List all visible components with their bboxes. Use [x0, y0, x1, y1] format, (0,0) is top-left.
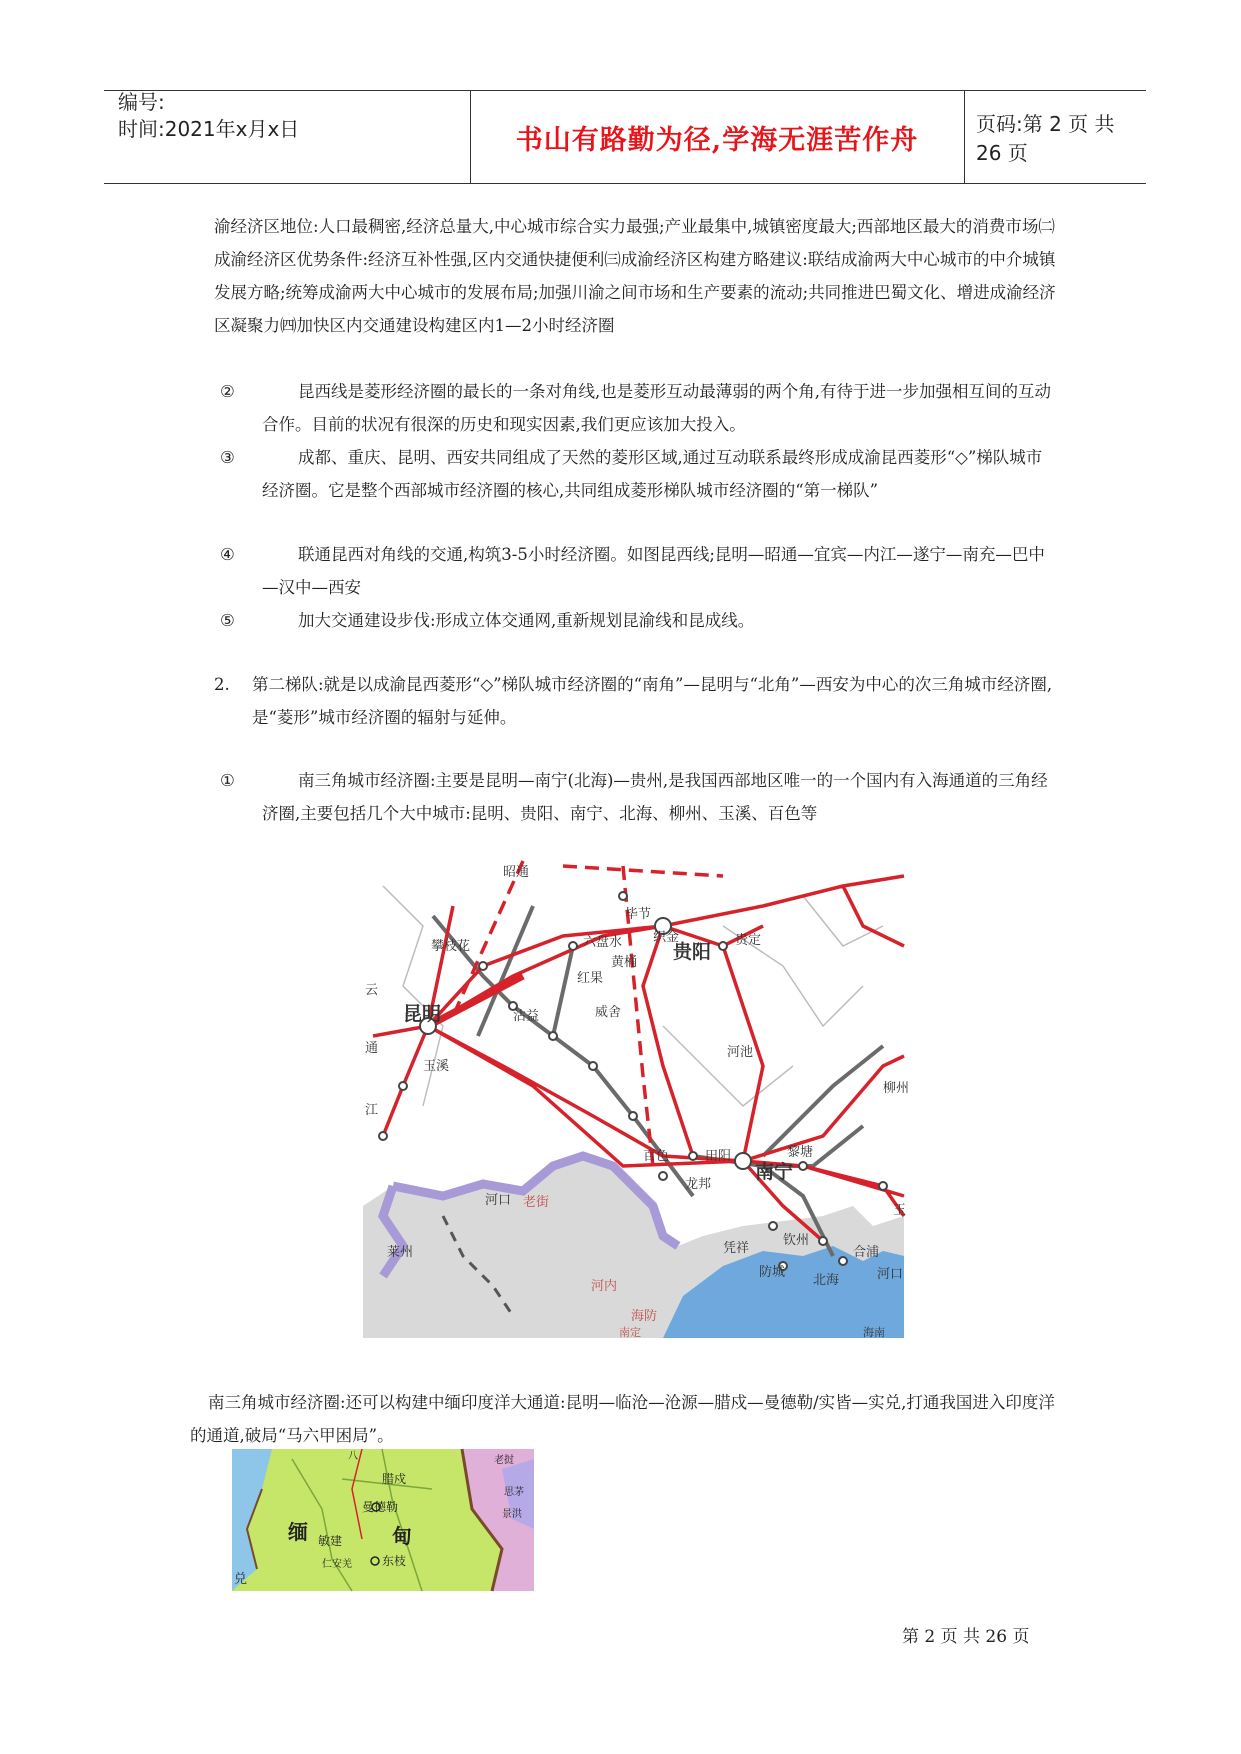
map-label: 百色: [643, 1149, 670, 1164]
page-header: [104, 90, 1146, 184]
map-label: 河池: [727, 1045, 754, 1060]
map-label: 敏建: [318, 1534, 343, 1548]
header-left-cell: [118, 91, 471, 183]
map-label: 防城: [759, 1265, 786, 1280]
map-label: 昭通: [503, 865, 530, 880]
map-label: 六盘水: [583, 935, 623, 950]
map-label: 南定: [619, 1326, 641, 1339]
map-label: 北海: [813, 1273, 840, 1288]
list-item: [220, 604, 1055, 637]
section-2: [214, 668, 1056, 734]
list-marker: ①: [220, 771, 235, 790]
myanmar-map: [232, 1449, 534, 1591]
map-label: 老街: [523, 1195, 550, 1210]
map-label: 腊戍: [382, 1472, 407, 1486]
map-label: 威舍: [595, 1005, 622, 1020]
list-marker: ③: [220, 448, 235, 467]
list-item: [220, 441, 1055, 507]
map-label-country: 缅: [288, 1520, 308, 1544]
south-triangle-map: [363, 865, 910, 1339]
list-item: [220, 375, 1055, 441]
map-label: 曼德勒: [362, 1500, 399, 1514]
list-item: [220, 764, 1055, 830]
map-label: 钦州: [783, 1233, 810, 1248]
section-marker: 2.: [214, 675, 230, 694]
map-label: 河内: [591, 1279, 618, 1294]
map-label: 河口: [877, 1267, 904, 1282]
map-label: 龙邦: [685, 1177, 712, 1192]
list-item-text: 联通昆西对角线的交通,构筑3-5小时经济圈。如图昆西线;昆明—昭通—宜宾—内江—遂宁—南充—巴中—汉中—西安: [262, 545, 1045, 597]
serial-label: 编号:: [118, 90, 165, 114]
map-label: 凭祥: [723, 1241, 750, 1256]
map-label: 老挝: [494, 1455, 514, 1466]
map-label: 海防: [631, 1309, 658, 1324]
map-label: 玉溪: [423, 1059, 450, 1074]
map-label: 田阳: [705, 1149, 732, 1164]
map-label-major: 贵阳: [673, 941, 712, 963]
list-marker: ②: [220, 382, 235, 401]
list-item: [220, 538, 1055, 604]
map-label: 景洪: [502, 1509, 522, 1520]
motto-text: 书山有路勤为径,学海无涯苦作舟: [515, 124, 919, 156]
map-label: 通: [365, 1041, 379, 1056]
map-label: 沾益: [513, 1009, 540, 1024]
header-motto-cell: [470, 91, 965, 183]
map-label: 江: [365, 1103, 379, 1118]
intro-paragraph: 渝经济区地位:人口最稠密,经济总量大,中心城市综合实力最强;产业最集中,城镇密度最大;西部地区最大的消费市场㈡成渝经济区优势条件:经济互补性强,区内交通快捷便利㈢成渝经济区构建方略建议:联结成渝两大中心城市的中介城镇发展方略;统筹成渝两大中心城市的发展布局;加强川渝之间市场和生产要素的流动;共同推进巴蜀文化、增进成渝经济区凝聚力㈣加快区内交通建设构建区内1—2小时经济圈: [214, 217, 1056, 335]
list-item-text: 昆西线是菱形经济圈的最长的一条对角线,也是菱形互动最薄弱的两个角,有待于进一步加强相互间的互动合作。目前的状况有很深的历史和现实因素,我们更应该加大投入。: [262, 382, 1051, 434]
map-label: 柳州: [883, 1081, 910, 1096]
map-label-major: 南宁: [755, 1161, 794, 1183]
list-marker: ④: [220, 545, 235, 564]
section-2-text: 第二梯队:就是以成渝昆西菱形“◇”梯队城市经济圈的“南角”—昆明与“北角”—西安为中心的次三角城市经济圈,是“菱形”城市经济圈的辐射与延伸。: [252, 675, 1053, 727]
map-label: 玉: [893, 1203, 907, 1218]
page-footer: 第 2 页 共 26 页: [902, 1627, 1030, 1647]
list-item-text: 南三角城市经济圈:主要是昆明—南宁(北海)—贵州,是我国西部地区唯一的一个国内有入海通道的三角经济圈,主要包括几个大中城市:昆明、贵阳、南宁、北海、柳州、玉溪、百色等: [262, 771, 1048, 823]
list-item-text: 成都、重庆、昆明、西安共同组成了天然的菱形区域,通过互动联系最终形成成渝昆西菱形“◇”梯队城市经济圈。它是整个西部城市经济圈的核心,共同组成菱形梯队城市经济圈的“第一梯队”: [262, 448, 1043, 500]
map-label: 河口: [485, 1193, 512, 1208]
map-label: 莱州: [387, 1245, 414, 1260]
map-label: 红果: [577, 971, 604, 986]
map-label: 兑: [234, 1572, 248, 1587]
map-label: 东枝: [382, 1554, 407, 1568]
map-label-country: 甸: [392, 1524, 412, 1548]
map-label: 八: [348, 1451, 358, 1462]
map-label: 海南: [863, 1326, 885, 1339]
map-label: 贵定: [735, 933, 762, 948]
header-page-label: 页码:第 2 页 共 26 页: [976, 112, 1115, 165]
header-right-cell: [964, 91, 1146, 183]
map-label: 思茅: [504, 1487, 524, 1498]
map-label: 毕节: [625, 907, 652, 922]
list-marker: ⑤: [220, 611, 235, 630]
map-label: 织金: [653, 930, 680, 945]
map-label: 仁安羌: [322, 1559, 352, 1570]
map-label: 云: [365, 983, 379, 998]
time-label: 时间:2021年x月x日: [118, 117, 300, 141]
map-label: 攀枝花: [431, 939, 471, 954]
map-label: 黎塘: [787, 1145, 814, 1160]
map-label: 合浦: [853, 1245, 880, 1260]
south-triangle-map-svg: [363, 865, 910, 1339]
map-label: 黄桶: [611, 955, 638, 970]
myanmar-map-svg: [232, 1449, 534, 1591]
map-label-major: 昆明: [403, 1003, 442, 1025]
indian-ocean-paragraph: 南三角城市经济圈:还可以构建中缅印度洋大通道:昆明—临沧—沧源—腊戍—曼德勒/实皆—实兑,打通我国进入印度洋的通道,破局“马六甲困局”。: [190, 1393, 1055, 1445]
list-item-text: 加大交通建设步伐:形成立体交通网,重新规划昆渝线和昆成线。: [298, 611, 755, 630]
